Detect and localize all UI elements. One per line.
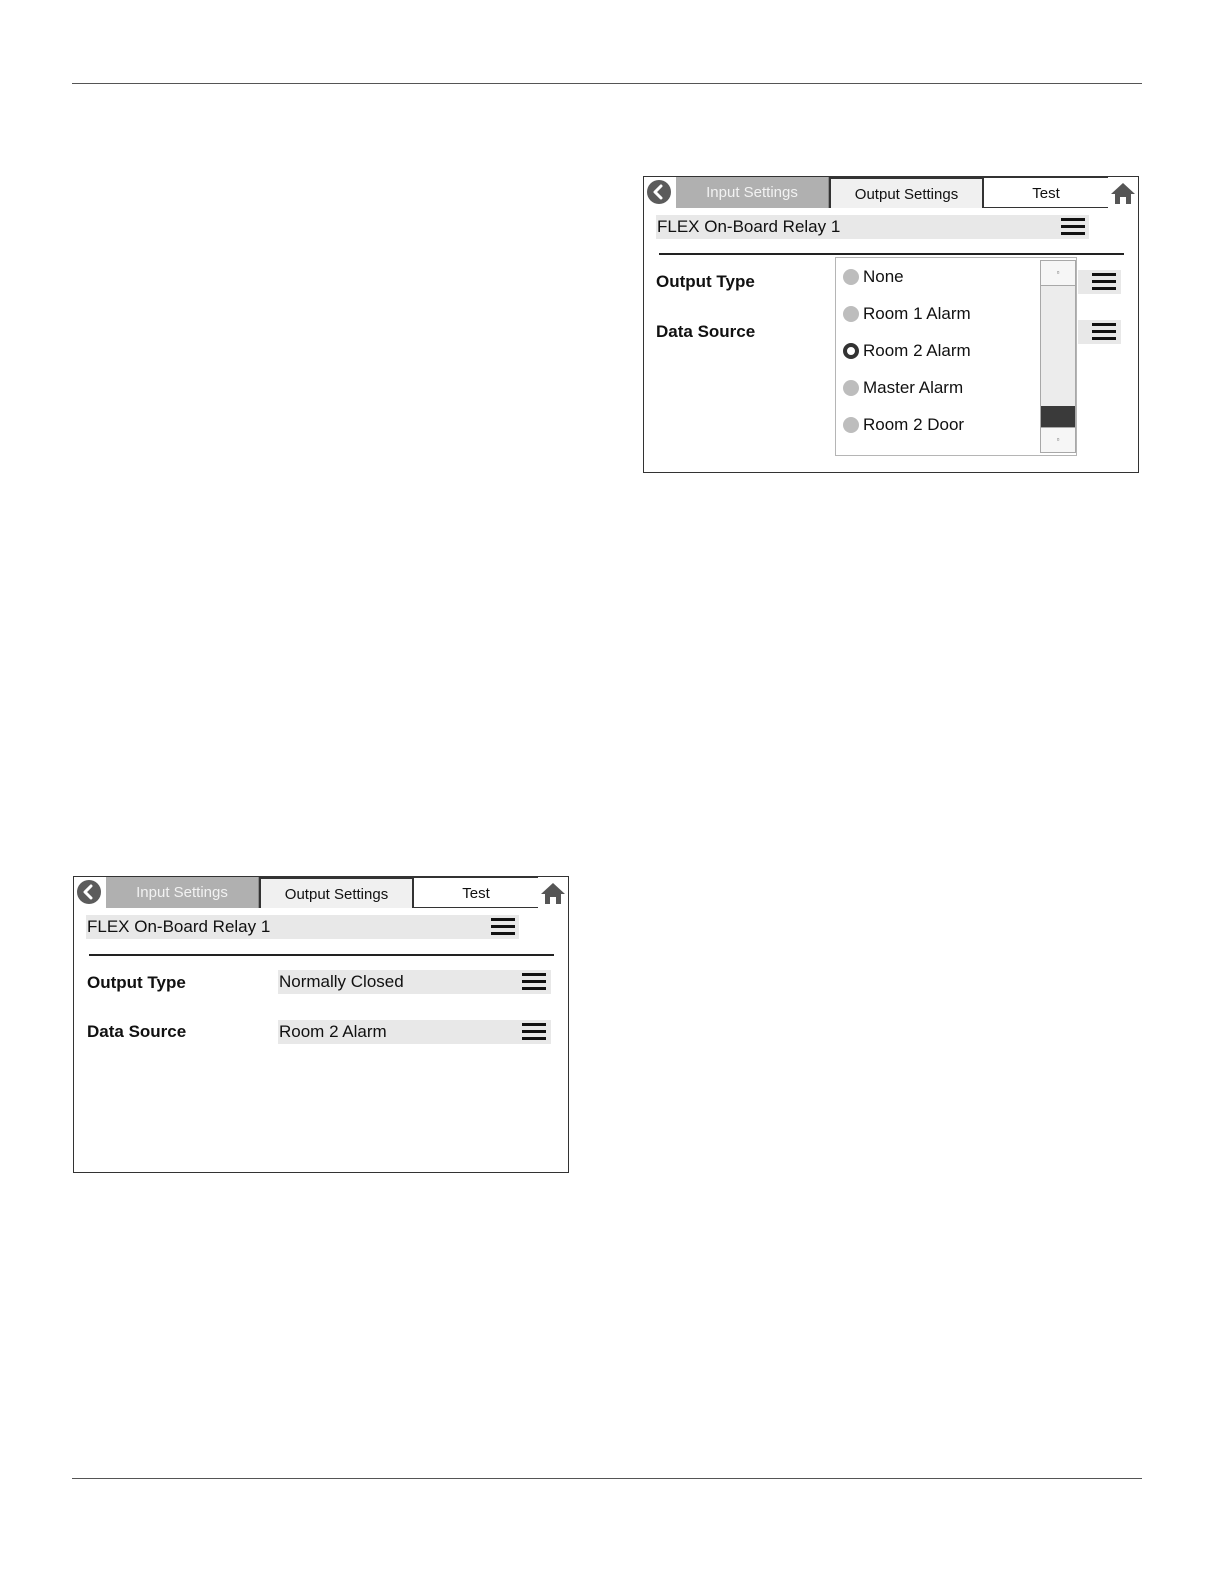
tab-test[interactable]: Test (414, 877, 538, 908)
settings-screen (73, 876, 569, 1173)
list-item[interactable]: Room 2 Alarm (843, 340, 1038, 362)
tab-test[interactable]: Test (984, 177, 1108, 208)
hamburger-menu-icon[interactable] (1059, 215, 1087, 239)
hamburger-menu-icon[interactable] (520, 1020, 548, 1044)
chevron-left-icon (647, 180, 671, 204)
hamburger-menu-icon[interactable] (520, 970, 548, 994)
data-source-dropdown-list[interactable] (835, 257, 1077, 456)
divider (89, 954, 554, 956)
hamburger-menu-icon[interactable] (1090, 270, 1118, 294)
home-icon (540, 881, 566, 905)
dropdown-screen (643, 176, 1139, 473)
hamburger-menu-icon[interactable] (489, 915, 517, 939)
data-source-label: Data Source (656, 322, 756, 341)
tab-output-settings[interactable]: Output Settings (829, 177, 984, 208)
radio-button[interactable] (843, 269, 859, 285)
divider (659, 253, 1124, 255)
output-type-value: Normally Closed (279, 972, 404, 991)
scrollbar[interactable] (1040, 260, 1076, 453)
home-button[interactable] (1110, 181, 1136, 205)
radio-button[interactable] (843, 417, 859, 433)
tab-input-settings[interactable]: Input Settings (106, 877, 259, 908)
header-rule (72, 83, 1142, 84)
relay-name: FLEX On-Board Relay 1 (87, 917, 271, 936)
data-source-label: Data Source (87, 1022, 187, 1041)
back-button[interactable] (647, 180, 671, 204)
list-item[interactable]: None (843, 266, 1038, 288)
relay-name: FLEX On-Board Relay 1 (657, 217, 841, 236)
tab-input-settings[interactable]: Input Settings (676, 177, 829, 208)
home-icon (1110, 181, 1136, 205)
radio-button[interactable] (843, 306, 859, 322)
list-item[interactable]: Room 2 Door (843, 414, 1038, 436)
footer-rule (72, 1478, 1142, 1479)
tab-output-settings[interactable]: Output Settings (259, 877, 414, 908)
chevron-left-icon (77, 880, 101, 904)
relay-selector[interactable] (86, 915, 519, 939)
list-item[interactable]: Master Alarm (843, 377, 1038, 399)
data-source-select[interactable] (278, 1020, 551, 1044)
data-source-value: Room 2 Alarm (279, 1022, 387, 1041)
radio-button[interactable] (843, 380, 859, 396)
back-button[interactable] (77, 880, 101, 904)
output-type-select[interactable] (278, 970, 551, 994)
list-item[interactable]: Room 1 Alarm (843, 303, 1038, 325)
relay-selector[interactable] (656, 215, 1089, 239)
radio-button-selected[interactable] (843, 343, 859, 359)
scroll-down-button[interactable]: ▫ (1041, 427, 1075, 452)
hamburger-menu-icon[interactable] (1090, 320, 1118, 344)
scroll-up-button[interactable]: ▫ (1041, 261, 1075, 286)
home-button[interactable] (540, 881, 566, 905)
output-type-label: Output Type (87, 973, 186, 992)
output-type-label: Output Type (656, 272, 755, 291)
